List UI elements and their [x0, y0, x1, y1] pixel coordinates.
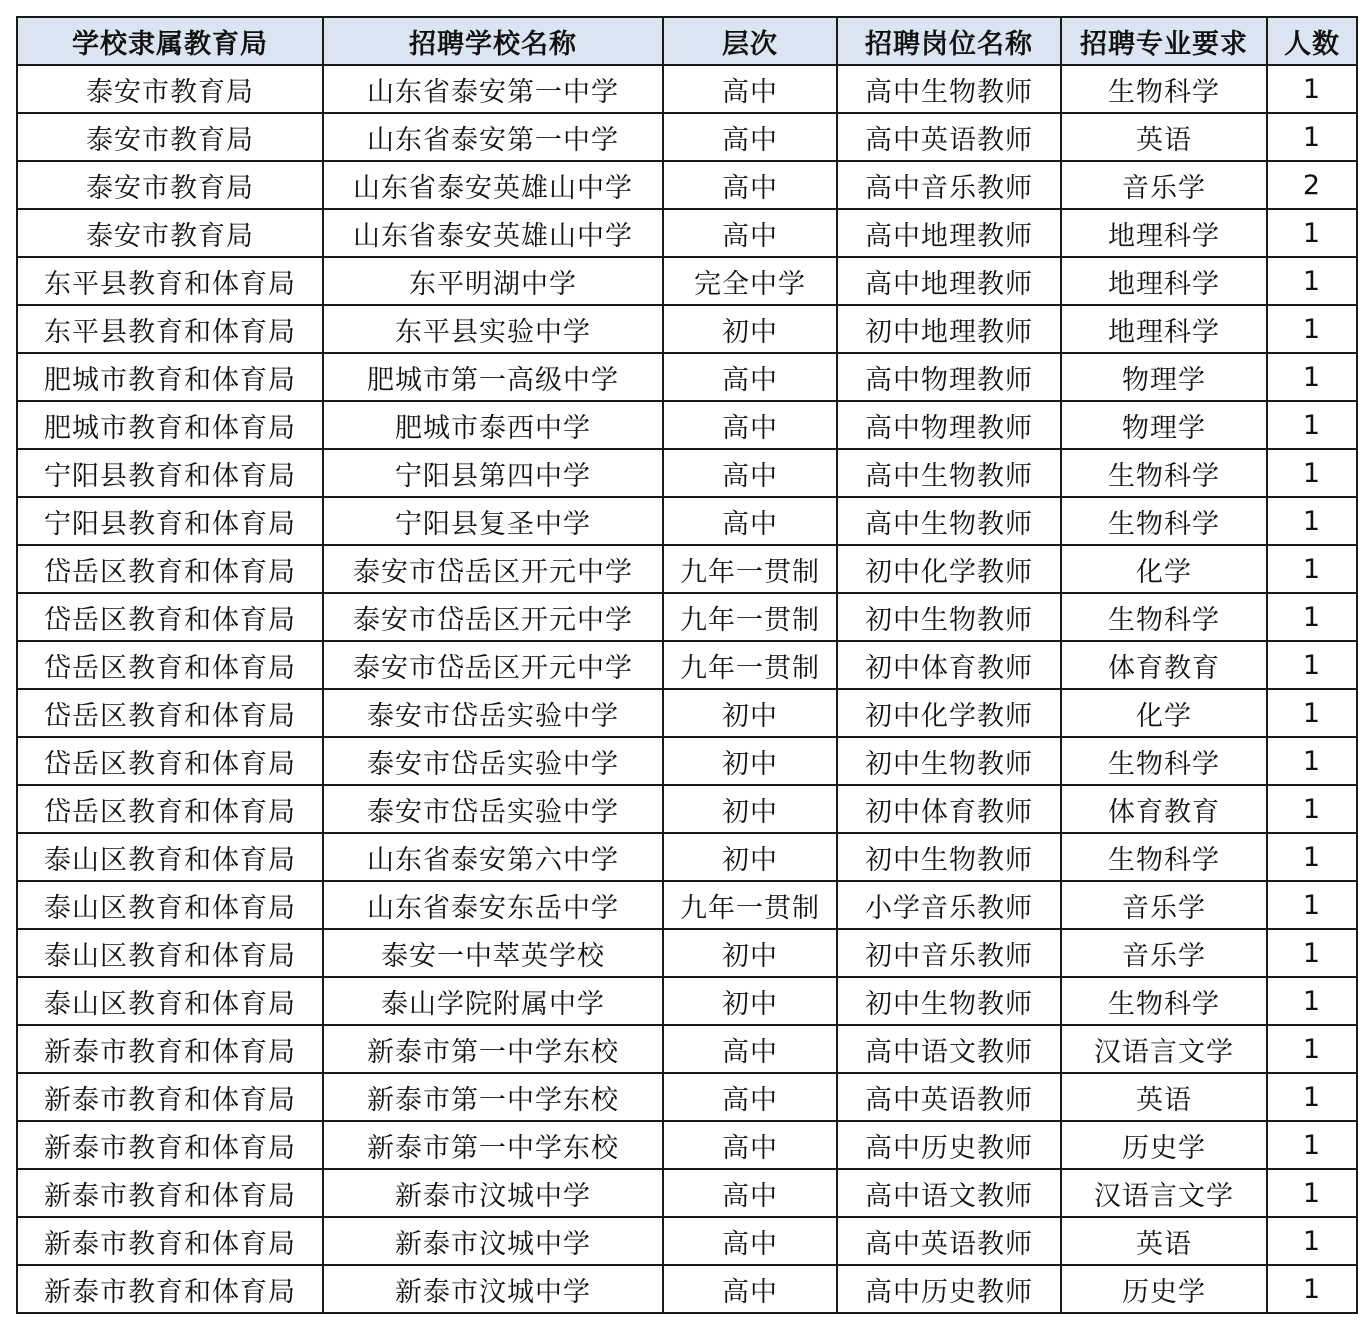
- cell-education-bureau: 岱岳区教育和体育局: [17, 689, 323, 737]
- cell-major-requirement: 化学: [1061, 545, 1267, 593]
- cell-education-bureau: 新泰市教育和体育局: [17, 1217, 323, 1265]
- cell-position-name: 初中生物教师: [837, 833, 1061, 881]
- cell-level: 高中: [663, 497, 837, 545]
- cell-headcount: 1: [1267, 1073, 1357, 1121]
- cell-major-requirement: 体育教育: [1061, 785, 1267, 833]
- cell-headcount: 2: [1267, 161, 1357, 209]
- cell-education-bureau: 宁阳县教育和体育局: [17, 497, 323, 545]
- cell-major-requirement: 英语: [1061, 1073, 1267, 1121]
- table-row: [17, 737, 1357, 785]
- cell-major-requirement: 生物科学: [1061, 497, 1267, 545]
- cell-level: 高中: [663, 65, 837, 113]
- cell-school-name: 肥城市第一高级中学: [323, 353, 663, 401]
- cell-major-requirement: 化学: [1061, 689, 1267, 737]
- cell-school-name: 新泰市汶城中学: [323, 1265, 663, 1313]
- table-row: [17, 1025, 1357, 1073]
- table-row: [17, 305, 1357, 353]
- cell-major-requirement: 汉语言文学: [1061, 1025, 1267, 1073]
- cell-headcount: 1: [1267, 977, 1357, 1025]
- table-row: [17, 401, 1357, 449]
- cell-school-name: 泰安市岱岳实验中学: [323, 737, 663, 785]
- cell-school-name: 新泰市第一中学东校: [323, 1025, 663, 1073]
- table-row: [17, 449, 1357, 497]
- cell-position-name: 初中地理教师: [837, 305, 1061, 353]
- cell-headcount: 1: [1267, 833, 1357, 881]
- header-row: [17, 17, 1357, 65]
- cell-level: 高中: [663, 1073, 837, 1121]
- cell-education-bureau: 泰安市教育局: [17, 65, 323, 113]
- cell-level: 高中: [663, 1025, 837, 1073]
- header-major-requirement: 招聘专业要求: [1061, 17, 1267, 65]
- cell-level: 九年一贯制: [663, 881, 837, 929]
- table-row: [17, 1217, 1357, 1265]
- cell-school-name: 新泰市汶城中学: [323, 1217, 663, 1265]
- cell-education-bureau: 泰山区教育和体育局: [17, 881, 323, 929]
- cell-major-requirement: 历史学: [1061, 1121, 1267, 1169]
- cell-level: 高中: [663, 209, 837, 257]
- cell-level: 高中: [663, 1265, 837, 1313]
- cell-school-name: 山东省泰安第一中学: [323, 113, 663, 161]
- cell-headcount: 1: [1267, 881, 1357, 929]
- cell-major-requirement: 音乐学: [1061, 881, 1267, 929]
- cell-position-name: 初中生物教师: [837, 737, 1061, 785]
- cell-position-name: 高中地理教师: [837, 209, 1061, 257]
- cell-education-bureau: 肥城市教育和体育局: [17, 401, 323, 449]
- cell-position-name: 高中音乐教师: [837, 161, 1061, 209]
- cell-school-name: 山东省泰安第六中学: [323, 833, 663, 881]
- cell-position-name: 高中物理教师: [837, 401, 1061, 449]
- cell-headcount: 1: [1267, 641, 1357, 689]
- recruitment-table: [16, 16, 1358, 1314]
- cell-school-name: 肥城市泰西中学: [323, 401, 663, 449]
- cell-education-bureau: 东平县教育和体育局: [17, 257, 323, 305]
- cell-level: 高中: [663, 401, 837, 449]
- table-row: [17, 1169, 1357, 1217]
- cell-school-name: 新泰市第一中学东校: [323, 1073, 663, 1121]
- cell-headcount: 1: [1267, 1265, 1357, 1313]
- cell-school-name: 新泰市汶城中学: [323, 1169, 663, 1217]
- cell-position-name: 初中音乐教师: [837, 929, 1061, 977]
- cell-level: 完全中学: [663, 257, 837, 305]
- cell-major-requirement: 生物科学: [1061, 833, 1267, 881]
- cell-headcount: 1: [1267, 497, 1357, 545]
- cell-major-requirement: 音乐学: [1061, 161, 1267, 209]
- table-body: [17, 65, 1357, 1313]
- cell-headcount: 1: [1267, 401, 1357, 449]
- cell-major-requirement: 地理科学: [1061, 257, 1267, 305]
- cell-position-name: 高中语文教师: [837, 1025, 1061, 1073]
- header-position-name: 招聘岗位名称: [837, 17, 1061, 65]
- cell-level: 九年一贯制: [663, 593, 837, 641]
- cell-position-name: 初中体育教师: [837, 641, 1061, 689]
- cell-position-name: 初中体育教师: [837, 785, 1061, 833]
- table-row: [17, 785, 1357, 833]
- cell-level: 初中: [663, 785, 837, 833]
- cell-school-name: 山东省泰安英雄山中学: [323, 209, 663, 257]
- cell-level: 高中: [663, 1169, 837, 1217]
- cell-position-name: 初中生物教师: [837, 977, 1061, 1025]
- cell-education-bureau: 泰山区教育和体育局: [17, 929, 323, 977]
- cell-position-name: 高中地理教师: [837, 257, 1061, 305]
- cell-headcount: 1: [1267, 209, 1357, 257]
- cell-major-requirement: 生物科学: [1061, 737, 1267, 785]
- cell-school-name: 山东省泰安第一中学: [323, 65, 663, 113]
- cell-education-bureau: 泰安市教育局: [17, 161, 323, 209]
- cell-school-name: 泰安市岱岳实验中学: [323, 689, 663, 737]
- cell-education-bureau: 岱岳区教育和体育局: [17, 737, 323, 785]
- cell-major-requirement: 英语: [1061, 1217, 1267, 1265]
- cell-position-name: 小学音乐教师: [837, 881, 1061, 929]
- cell-major-requirement: 体育教育: [1061, 641, 1267, 689]
- cell-education-bureau: 新泰市教育和体育局: [17, 1073, 323, 1121]
- cell-major-requirement: 生物科学: [1061, 593, 1267, 641]
- cell-education-bureau: 泰山区教育和体育局: [17, 833, 323, 881]
- cell-position-name: 高中物理教师: [837, 353, 1061, 401]
- cell-school-name: 山东省泰安英雄山中学: [323, 161, 663, 209]
- cell-education-bureau: 岱岳区教育和体育局: [17, 545, 323, 593]
- cell-school-name: 泰山学院附属中学: [323, 977, 663, 1025]
- cell-position-name: 初中化学教师: [837, 545, 1061, 593]
- table-row: [17, 1265, 1357, 1313]
- cell-level: 高中: [663, 161, 837, 209]
- cell-education-bureau: 东平县教育和体育局: [17, 305, 323, 353]
- table-row: [17, 497, 1357, 545]
- table-row: [17, 161, 1357, 209]
- cell-level: 高中: [663, 113, 837, 161]
- cell-level: 高中: [663, 1121, 837, 1169]
- cell-school-name: 泰安市岱岳区开元中学: [323, 593, 663, 641]
- table-row: [17, 545, 1357, 593]
- cell-position-name: 高中历史教师: [837, 1265, 1061, 1313]
- cell-position-name: 高中语文教师: [837, 1169, 1061, 1217]
- cell-position-name: 高中英语教师: [837, 113, 1061, 161]
- cell-headcount: 1: [1267, 1025, 1357, 1073]
- cell-headcount: 1: [1267, 449, 1357, 497]
- table-row: [17, 593, 1357, 641]
- cell-headcount: 1: [1267, 929, 1357, 977]
- cell-headcount: 1: [1267, 1217, 1357, 1265]
- cell-major-requirement: 地理科学: [1061, 209, 1267, 257]
- cell-education-bureau: 宁阳县教育和体育局: [17, 449, 323, 497]
- cell-education-bureau: 泰安市教育局: [17, 113, 323, 161]
- cell-school-name: 东平县实验中学: [323, 305, 663, 353]
- cell-position-name: 高中生物教师: [837, 65, 1061, 113]
- cell-major-requirement: 汉语言文学: [1061, 1169, 1267, 1217]
- table-row: [17, 353, 1357, 401]
- cell-education-bureau: 新泰市教育和体育局: [17, 1121, 323, 1169]
- table-row: [17, 113, 1357, 161]
- cell-major-requirement: 英语: [1061, 113, 1267, 161]
- cell-level: 初中: [663, 305, 837, 353]
- table-row: [17, 257, 1357, 305]
- cell-major-requirement: 音乐学: [1061, 929, 1267, 977]
- cell-headcount: 1: [1267, 593, 1357, 641]
- cell-major-requirement: 生物科学: [1061, 977, 1267, 1025]
- cell-education-bureau: 新泰市教育和体育局: [17, 1265, 323, 1313]
- cell-education-bureau: 泰安市教育局: [17, 209, 323, 257]
- header-school-name: 招聘学校名称: [323, 17, 663, 65]
- cell-position-name: 高中英语教师: [837, 1217, 1061, 1265]
- cell-level: 九年一贯制: [663, 641, 837, 689]
- table-row: [17, 833, 1357, 881]
- table-row: [17, 641, 1357, 689]
- cell-position-name: 高中生物教师: [837, 449, 1061, 497]
- cell-position-name: 高中历史教师: [837, 1121, 1061, 1169]
- cell-major-requirement: 生物科学: [1061, 65, 1267, 113]
- cell-major-requirement: 地理科学: [1061, 305, 1267, 353]
- cell-school-name: 新泰市第一中学东校: [323, 1121, 663, 1169]
- table-row: [17, 929, 1357, 977]
- cell-level: 初中: [663, 833, 837, 881]
- table-row: [17, 209, 1357, 257]
- cell-level: 高中: [663, 449, 837, 497]
- cell-headcount: 1: [1267, 305, 1357, 353]
- cell-school-name: 东平明湖中学: [323, 257, 663, 305]
- cell-position-name: 初中化学教师: [837, 689, 1061, 737]
- cell-headcount: 1: [1267, 1121, 1357, 1169]
- table-row: [17, 65, 1357, 113]
- cell-school-name: 泰安一中萃英学校: [323, 929, 663, 977]
- cell-major-requirement: 生物科学: [1061, 449, 1267, 497]
- cell-major-requirement: 历史学: [1061, 1265, 1267, 1313]
- cell-education-bureau: 岱岳区教育和体育局: [17, 785, 323, 833]
- header-headcount: 人数: [1267, 17, 1357, 65]
- cell-level: 初中: [663, 977, 837, 1025]
- header-level: 层次: [663, 17, 837, 65]
- cell-education-bureau: 新泰市教育和体育局: [17, 1025, 323, 1073]
- cell-major-requirement: 物理学: [1061, 353, 1267, 401]
- cell-education-bureau: 新泰市教育和体育局: [17, 1169, 323, 1217]
- cell-headcount: 1: [1267, 257, 1357, 305]
- cell-headcount: 1: [1267, 65, 1357, 113]
- cell-level: 高中: [663, 353, 837, 401]
- cell-headcount: 1: [1267, 737, 1357, 785]
- cell-headcount: 1: [1267, 545, 1357, 593]
- table-row: [17, 1121, 1357, 1169]
- cell-headcount: 1: [1267, 785, 1357, 833]
- cell-school-name: 泰安市岱岳区开元中学: [323, 641, 663, 689]
- header-education-bureau: 学校隶属教育局: [17, 17, 323, 65]
- cell-education-bureau: 岱岳区教育和体育局: [17, 593, 323, 641]
- cell-level: 九年一贯制: [663, 545, 837, 593]
- cell-level: 初中: [663, 929, 837, 977]
- table-row: [17, 689, 1357, 737]
- cell-school-name: 宁阳县复圣中学: [323, 497, 663, 545]
- cell-headcount: 1: [1267, 353, 1357, 401]
- table-row: [17, 1073, 1357, 1121]
- cell-headcount: 1: [1267, 689, 1357, 737]
- cell-headcount: 1: [1267, 113, 1357, 161]
- cell-position-name: 高中生物教师: [837, 497, 1061, 545]
- cell-level: 初中: [663, 737, 837, 785]
- cell-level: 初中: [663, 689, 837, 737]
- cell-education-bureau: 肥城市教育和体育局: [17, 353, 323, 401]
- cell-school-name: 山东省泰安东岳中学: [323, 881, 663, 929]
- cell-position-name: 高中英语教师: [837, 1073, 1061, 1121]
- cell-level: 高中: [663, 1217, 837, 1265]
- cell-school-name: 泰安市岱岳区开元中学: [323, 545, 663, 593]
- table-row: [17, 881, 1357, 929]
- cell-education-bureau: 泰山区教育和体育局: [17, 977, 323, 1025]
- cell-position-name: 初中生物教师: [837, 593, 1061, 641]
- table-row: [17, 977, 1357, 1025]
- cell-school-name: 泰安市岱岳实验中学: [323, 785, 663, 833]
- cell-headcount: 1: [1267, 1169, 1357, 1217]
- cell-major-requirement: 物理学: [1061, 401, 1267, 449]
- cell-education-bureau: 岱岳区教育和体育局: [17, 641, 323, 689]
- cell-school-name: 宁阳县第四中学: [323, 449, 663, 497]
